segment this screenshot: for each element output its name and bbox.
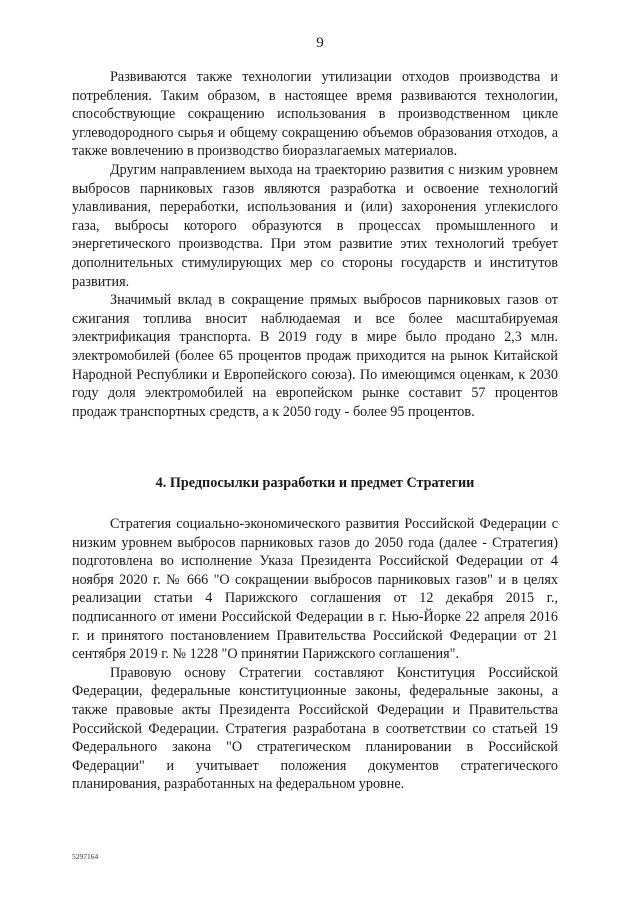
- paragraph-carbon-capture: Другим направлением выхода на траекторию развития с низким уровнем выбросов парниковых газов являются разработка и освоение технологий улавливания, переработки, использования и (или) захоронения углекислого газа, выбросы которого образуются в процессах промышленного и энергетического производства. При этом развитие этих технологий требует дополнительных стимулирующих мер со стороны государств и институтов развития.: [72, 161, 558, 290]
- section-heading: 4. Предпосылки разработки и предмет Стратегии: [155, 475, 475, 491]
- paragraph-legal-basis: Правовую основу Стратегии составляют Конституция Российской Федерации, федеральные конституционные законы, федеральные законы, а также правовые акты Президента Российской Федерации и Правительства Российской Федерации. Стратегия разработана в соответствии со статьей 19 Федерального закона "О стратегическом планировании в Российской Федерации" и учитывает положения документов стратегического планирования, разработанных на федеральном уровне.: [72, 664, 558, 793]
- paragraph-electrification: Значимый вклад в сокращение прямых выбросов парниковых газов от сжигания топлива вносит наблюдаемая и все более масштабируемая электрификация транспорта. В 2019 году в мире было продано 2,3 млн. электромобилей (более 65 процентов продаж приходится на рынок Китайской Народной Республики и Европейского союза). По имеющимся оценкам, к 2030 году доля электромобилей на европейском рынке составит 57 процентов продаж транспортных средств, а к 2050 году - более 95 процентов.: [72, 292, 558, 420]
- body-text-before-heading: [72, 68, 558, 421]
- body-text-after-heading: [72, 515, 558, 794]
- document-code: 5297164: [72, 852, 99, 861]
- page-number: 9: [316, 35, 324, 51]
- paragraph-waste-technologies: Развиваются также технологии утилизации отходов производства и потребления. Таким образом, в настоящее время развиваются технологии, способствующие сокращению использования в производственном цикле углеводородного сырья и общему сокращению объемов образования отходов, а также вовлечению в производство биоразлагаемых материалов.: [72, 69, 558, 160]
- paragraph-strategy-basis: Стратегия социально-экономического развития Российской Федерации с низким уровнем выбросов парниковых газов до 2050 года (далее - Стратегия) подготовлена во исполнение Указа Президента Российской Федерации от 4 ноября 2020 г. № 666 "О сокращении выбросов парниковых газов" и в целях реализации статьи 4 Парижского соглашения от 12 декабря 2015 г., подписанного от имени Российской Федерации в г. Нью-Йорке 22 апреля 2016 г. и принятого постановлением Правительства Российской Федерации от 21 сентября 2019 г. № 1228 "О принятии Парижского соглашения".: [72, 516, 558, 663]
